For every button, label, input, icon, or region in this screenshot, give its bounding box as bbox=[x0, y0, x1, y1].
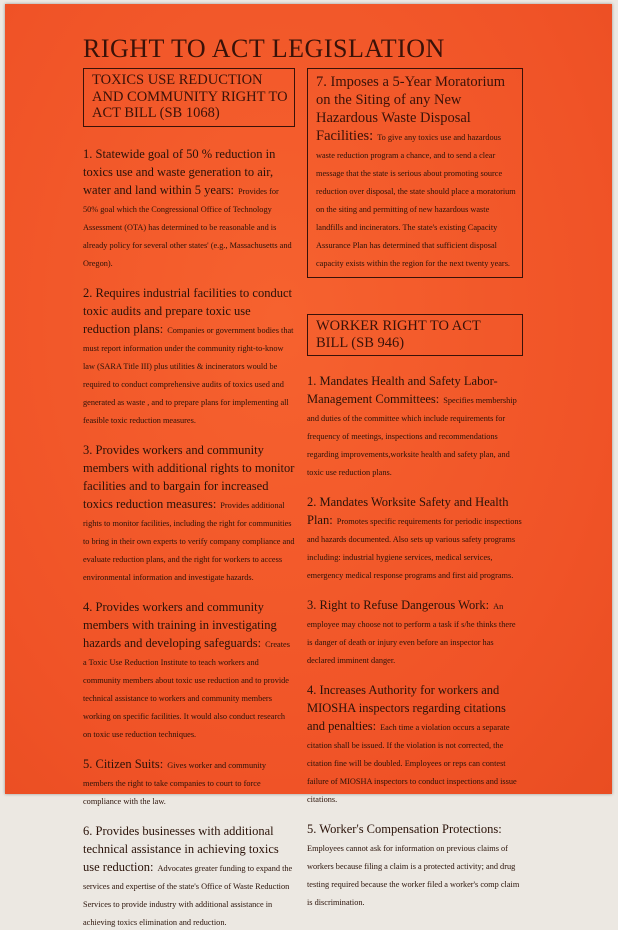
left-item-6-body: Advocates greater funding to expand the services and expertise of the state's Office of Waste Reduction Services to provide industry with additional assistance in achieving toxics elimination and reduction. bbox=[83, 863, 293, 927]
right-item-3-body: An employee may choose not to perform a task if s/he thinks there is danger of death or injury even before an inspector has declared imminent danger. bbox=[307, 602, 516, 665]
worker-bill-header: WORKER RIGHT TO ACT BILL (SB 946) bbox=[307, 314, 523, 356]
right-item-5-body: Employees cannot ask for information on previous claims of workers because filing a claim is a protected activity; and drug testing required because the worker filed a worker's comp claim is discrimination. bbox=[307, 844, 520, 907]
left-item-4-head: 4. Provides workers and community members with training in investigating hazards and developing safeguards: bbox=[83, 599, 277, 650]
left-item-3-body: Provides additional rights to monitor facilities, including the right for communities to bring in their own experts to verify company compliance and evaluate reduction plans, and the right for workers to access environmental information and investigate hazards. bbox=[83, 500, 295, 582]
document-page bbox=[5, 4, 612, 927]
right-item-2-head: 2. Mandates Worksite Safety and Health Plan: bbox=[307, 495, 509, 527]
right-item-3-head: 3. Right to Refuse Dangerous Work: bbox=[307, 598, 490, 612]
right-item-5-head: 5. Worker's Compensation Protections: bbox=[307, 822, 502, 836]
moratorium-head: 7. Imposes a 5-Year Moratorium on the Siting of any New Hazardous Waste Disposal Facilities: bbox=[316, 74, 506, 144]
right-item-4-body: Each time a violation occurs a separate citation shall be issued. If the violation is not corrected, the citation fine will be doubled. Employees or reps can contest failure of MIOSHA inspectors to conduct inspections and issue citations. bbox=[307, 723, 517, 804]
right-item-2-body: Promotes specific requirements for periodic inspections and hazards documented. Also sets up various safety programs including: industrial hygiene services, medical services, emergency medical response programs and first aid programs. bbox=[307, 517, 522, 580]
left-item-4-body: Creates a Toxic Use Reduction Institute to teach workers and community members about toxic use reduction and to provide technical assistance to workers and community members working on specific facilities. It would also conduct research on toxic use reduction techniques. bbox=[83, 639, 290, 739]
left-item-4 bbox=[83, 598, 295, 742]
toxics-bill-header: TOXICS USE REDUCTION AND COMMUNITY RIGHT TO ACT BILL (SB 1068) bbox=[83, 68, 295, 127]
left-item-2-head: 2. Requires industrial facilities to conduct toxic audits and prepare toxic use reduction plans: bbox=[83, 285, 292, 336]
left-item-5 bbox=[83, 755, 295, 809]
left-item-6-head: 6. Provides businesses with additional technical assistance in achieving toxics use reduction: bbox=[83, 823, 279, 874]
right-item-1-body: Specifies membership and duties of the committee which include requirements for frequency of meetings, inspections and recommendations regarding improvements,worksite health and safety plan, and toxic use reduction plans. bbox=[307, 396, 517, 477]
right-column bbox=[307, 68, 523, 910]
left-column bbox=[83, 68, 295, 930]
right-item-2 bbox=[307, 493, 523, 583]
left-item-2-body: Companies or government bodies that must report information under the community right-to-know law (SARA Title III) plus utilities & incinerators would be required to conduct comprehensive audits of toxics used and generated as waste , and to prepare plans for implementing all feasible toxic reduction measures. bbox=[83, 325, 294, 425]
left-item-1-head: 1. Statewide goal of 50 % reduction in toxics use and waste generation to air, water and land within 5 years: bbox=[83, 146, 276, 197]
left-item-2 bbox=[83, 284, 295, 428]
right-item-5 bbox=[307, 820, 523, 910]
right-item-1 bbox=[307, 372, 523, 480]
left-item-5-body: Gives worker and community members the right to take companies to court to force compliance with the law. bbox=[83, 760, 267, 806]
left-item-6 bbox=[83, 822, 295, 930]
left-item-1 bbox=[83, 145, 295, 271]
right-item-3 bbox=[307, 596, 523, 668]
left-item-3 bbox=[83, 441, 295, 585]
right-item-4 bbox=[307, 681, 523, 807]
right-item-1-head: 1. Mandates Health and Safety Labor-Management Committees: bbox=[307, 374, 498, 406]
left-item-1-body: Provides for 50% goal which the Congressional Office of Technology Assessment (OTA) has determined to be reasonable and is already policy for several other states' (e.g., Massachusetts and Oregon). bbox=[83, 186, 292, 268]
right-item-4-head: 4. Increases Authority for workers and MIOSHA inspectors regarding citations and penalties: bbox=[307, 683, 506, 733]
left-item-5-head: 5. Citizen Suits: bbox=[83, 756, 164, 771]
moratorium-box bbox=[307, 68, 523, 278]
page-title: RIGHT TO ACT LEGISLATION bbox=[83, 34, 445, 63]
left-item-3-head: 3. Provides workers and community members with additional rights to monitor facilities and to bargain for increased toxics reduction measures: bbox=[83, 442, 295, 511]
moratorium-body: To give any toxics use and hazardous waste reduction program a chance, and to send a clear message that the state is serious about promoting source reduction over disposal, the state should place a moratorium on the siting and permitting of new hazardous waste landfills and incinerators. The state's existing Capacity Assurance Plan has determined that sufficient disposal capacity exists within the region for the next twenty years. bbox=[316, 133, 516, 268]
